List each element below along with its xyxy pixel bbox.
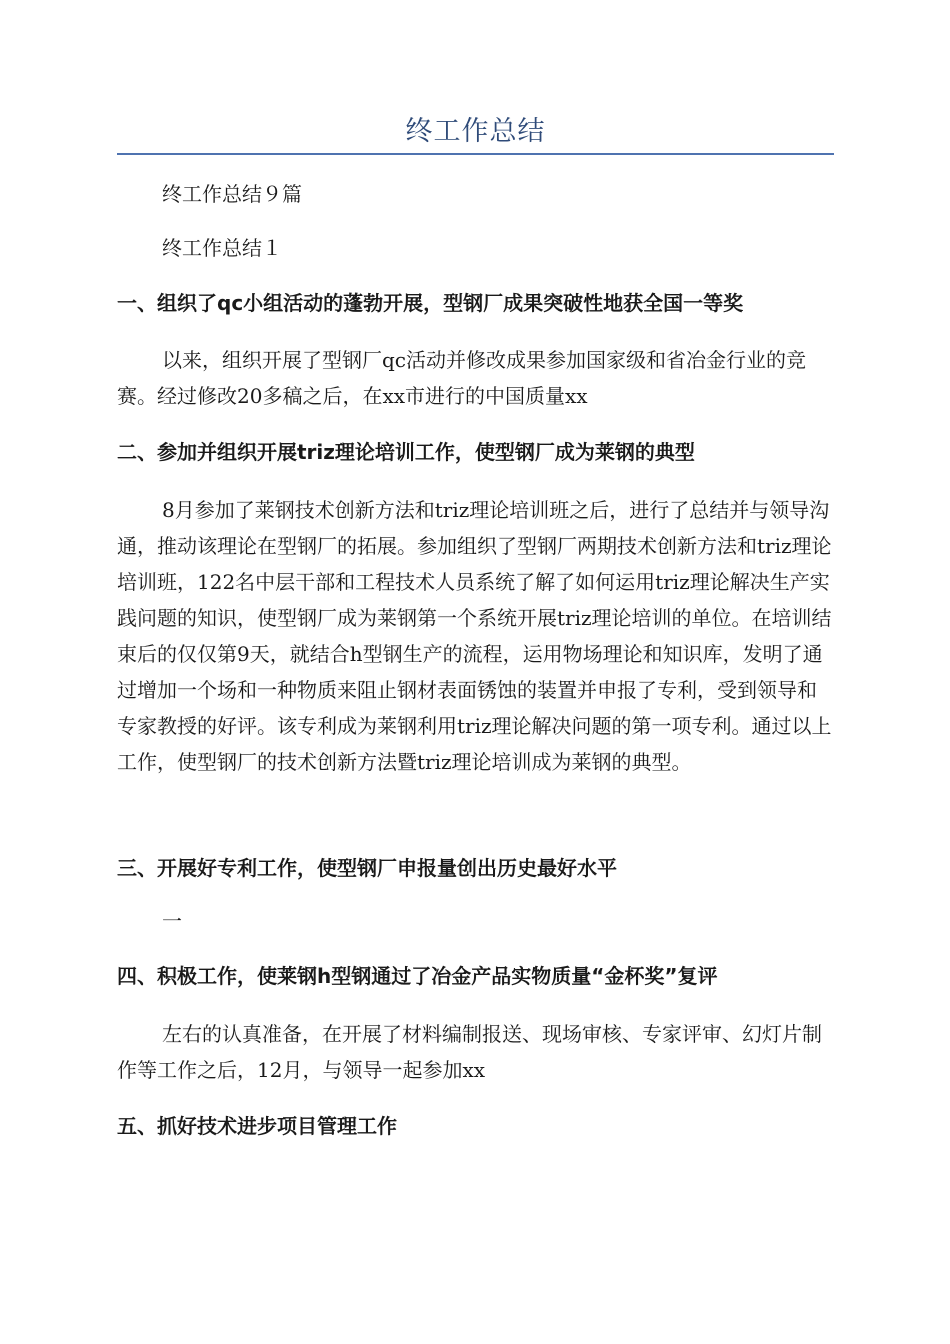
section-heading-3: 三、开展好专利工作，使型钢厂申报量创出历史最好水平	[117, 856, 617, 880]
section-heading-4: 四、积极工作，使莱钢h型钢通过了冶金产品实物质量“金杯奖”复评	[117, 964, 718, 988]
section-heading-1: 一、组织了qc小组活动的蓬勃开展，型钢厂成果突破性地获全国一等奖	[117, 291, 744, 315]
section-heading-5: 五、抓好技术进步项目管理工作	[117, 1114, 397, 1138]
page-title: 终工作总结	[405, 116, 546, 147]
section-body-3: 一	[162, 909, 182, 933]
section-body-2: 8月参加了莱钢技术创新方法和triz理论培训班之后，进行了总结并与领导沟通，推动该理论在型钢厂的拓展。参加组织了型钢厂两期技术创新方法和triz理论培训班，122名中层干部和工程技术人员系统了解了如何运用triz理论解决生产实践问题的知识，使型钢厂成为莱钢第一个系统开展triz理论培训的单位。在培训结束后的仅仅第9天，就结合h型钢生产的流程，运用物场理论和知识库，发明了通过增加一个场和一种物质来阻止钢材表面锈蚀的装置并申报了专利，受到领导和专家教授的好评。该专利成为莱钢利用triz理论解决问题的第一项专利。通过以上工作，使型钢厂的技术创新方法暨triz理论培训成为莱钢的典型。	[117, 498, 832, 774]
section-heading-2: 二、参加并组织开展triz理论培训工作，使型钢厂成为莱钢的典型	[117, 440, 695, 464]
intro-line: 终工作总结１	[162, 236, 282, 260]
section-body-4: 左右的认真准备，在开展了材料编制报送、现场审核、专家评审、幻灯片制作等工作之后，12月，与领导一起参加xx	[117, 1022, 822, 1082]
intro-line: 终工作总结９篇	[162, 182, 302, 206]
title-underline	[117, 153, 834, 155]
section-body-1: 以来，组织开展了型钢厂qc活动并修改成果参加国家级和省冶金行业的竞赛。经过修改20多稿之后，在xx市进行的中国质量xx	[117, 348, 807, 408]
